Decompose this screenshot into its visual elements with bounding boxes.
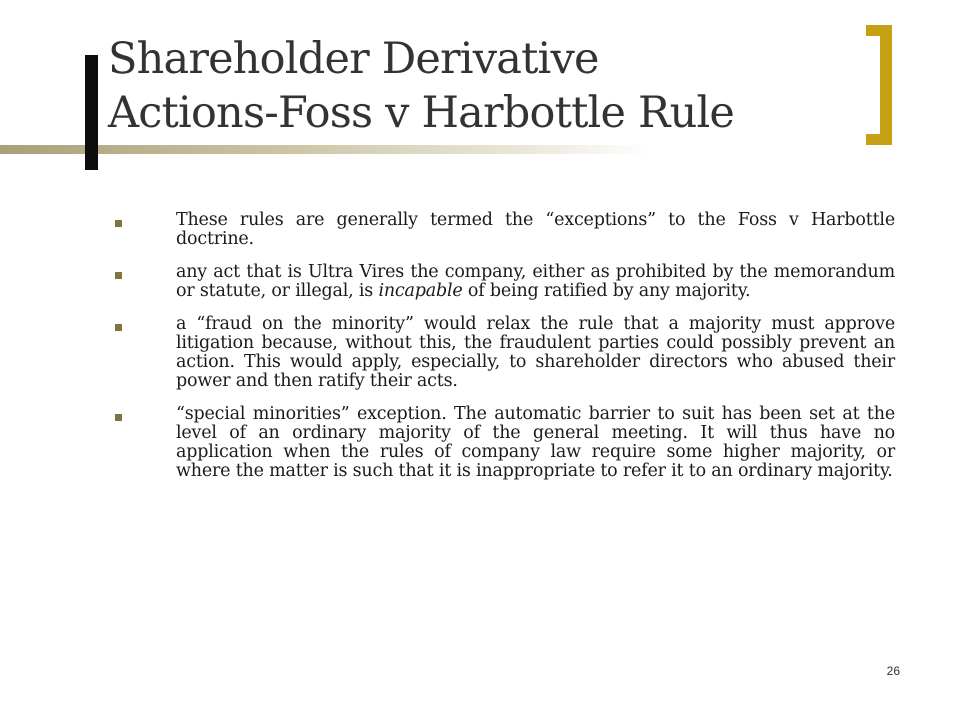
- slide-title-line-1: Shareholder Derivative: [108, 34, 599, 84]
- slide-title: [108, 32, 734, 140]
- left-bracket-decoration: [85, 55, 98, 170]
- bullet-text: “special minorities” exception. The automatic barrier to suit has been set at the level of an ordinary majority of the general meeting. It will thus have no application when the rules of company law require some higher majority, or where the matter is such that it is inappropriate to refer it to an ordinary majority.: [176, 404, 895, 481]
- bullet-item: [115, 211, 895, 249]
- bullet-item: [115, 263, 895, 301]
- bullet-item: [115, 315, 895, 391]
- bullet-list: [115, 211, 895, 495]
- square-bullet-icon: [115, 414, 122, 421]
- bullet-text: a “fraud on the minority” would relax the rule that a majority must approve litigation because, without this, the fraudulent parties could possibly prevent an action. This would apply, especially, to shareholder directors who abused their power and then ratify their acts.: [176, 314, 895, 391]
- bullet-item: [115, 405, 895, 481]
- slide-number: 26: [886, 664, 900, 678]
- square-bullet-icon: [115, 272, 122, 279]
- slide-title-line-2: Actions-Foss v Harbottle Rule: [108, 88, 735, 138]
- bullet-emphasis: incapable: [378, 281, 463, 301]
- square-bullet-icon: [115, 220, 122, 227]
- bullet-text: [176, 263, 895, 301]
- bullet-text: These rules are generally termed the “exceptions” to the Foss v Harbottle doctrine.: [176, 210, 895, 249]
- bullet-text-part: any act that is Ultra Vires the company, either as prohibited by the memorandum or statute, or illegal, is: [176, 262, 895, 301]
- title-underline-gradient: [0, 145, 960, 154]
- right-bracket-decoration: [866, 25, 892, 145]
- square-bullet-icon: [115, 324, 122, 331]
- bullet-text-part: of being ratified by any majority.: [462, 281, 751, 301]
